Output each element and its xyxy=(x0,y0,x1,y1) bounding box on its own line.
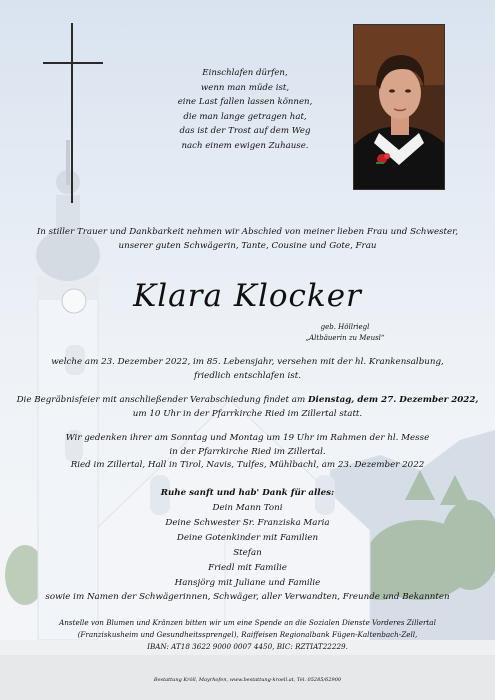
donation-line: (Franziskusheim und Gesundheitssprengel), Raiffeisen Regionalbank Fügen-Kaltenbach-Zell, xyxy=(77,630,418,639)
birth-name: geb. Höllriegl xyxy=(320,323,370,331)
funeral-line-2: um 10 Uhr in der Pfarrkirche Ried im Zillertal statt. xyxy=(132,408,363,419)
prayer-line: Wir gedenken ihrer am Sonntag und Montag um 19 Uhr im Rahmen der hl. Messe xyxy=(65,433,430,443)
poem-line: das ist der Trost auf dem Weg xyxy=(179,126,311,137)
funeral-line-1 xyxy=(0,394,495,408)
poem-line: die man lange getragen hat, xyxy=(183,111,307,122)
donation-line: IBAN: AT18 3622 9000 0007 4450, BIC: RZTIAT22229. xyxy=(147,642,348,651)
intro-line: unserer guten Schwägerin, Tante, Cousine und Gote, Frau xyxy=(118,241,377,251)
death-notice-line: welche am 23. Dezember 2022, im 85. Lebensjahr, versehen mit der hl. Krankensalbung, xyxy=(51,357,444,367)
funeral-info xyxy=(0,394,495,421)
mourner: Deine Gotenkinder mit Familien xyxy=(176,532,319,543)
death-notice-line: friedlich entschlafen ist. xyxy=(194,370,301,381)
thanks-title: Ruhe sanft und hab' Dank für alles: xyxy=(160,488,335,498)
mourner: Dein Mann Toni xyxy=(212,503,283,513)
prayer-info xyxy=(0,432,495,459)
mourner: Stefan xyxy=(233,547,262,558)
deceased-name: Klara Klocker xyxy=(133,278,362,314)
mourner: Deine Schwester Sr. Franziska Maria xyxy=(165,517,330,528)
poem xyxy=(150,66,340,154)
prayer-line: in der Pfarrkirche Ried im Zillertal. xyxy=(169,446,326,457)
poem-line: nach einem ewigen Zuhause. xyxy=(181,140,309,151)
cross-icon xyxy=(71,23,73,203)
mourner: Friedl mit Familie xyxy=(208,562,287,573)
donation-note xyxy=(0,617,495,653)
mourners-list xyxy=(0,501,495,605)
place-date: Ried im Zillertal, Hall in Tirol, Navis, Tulfes, Mühlbachl, am 23. Dezember 2022 xyxy=(70,460,425,470)
cross-icon-bar xyxy=(43,62,103,64)
poem-line: wenn man müde ist, xyxy=(200,82,290,93)
poem-line: Einschlafen dürfen, xyxy=(202,68,288,78)
intro-text xyxy=(0,225,495,253)
poem-line: eine Last fallen lassen können, xyxy=(177,97,313,108)
birth-info xyxy=(285,322,405,344)
death-notice xyxy=(0,356,495,383)
funeral-home-footer: Bestattung Kröll, Mayrhofen, www.bestattung-kroell.at, Tel. 05285/62900 xyxy=(153,677,342,683)
mourner: Hansjörg mit Juliane und Familie xyxy=(174,577,321,588)
intro-line: In stiller Trauer und Dankbarkeit nehmen wir Abschied von meiner lieben Frau und Schwester, xyxy=(36,227,459,237)
farm-nickname: „Altbäuerin zu Meusl“ xyxy=(305,334,385,342)
funeral-line-1-text: Die Begräbnisfeier mit anschließender Verabschiedung findet am xyxy=(16,395,308,405)
funeral-date: Dienstag, dem 27. Dezember 2022, xyxy=(308,395,479,405)
mourner: sowie im Namen der Schwägerinnen, Schwäger, aller Verwandten, Freunde und Bekannten xyxy=(45,592,450,603)
portrait-photo xyxy=(353,24,445,190)
donation-line: Anstelle von Blumen und Kränzen bitten wir um eine Spende an die Sozialen Dienste Vorderes Zillertal xyxy=(59,618,436,627)
